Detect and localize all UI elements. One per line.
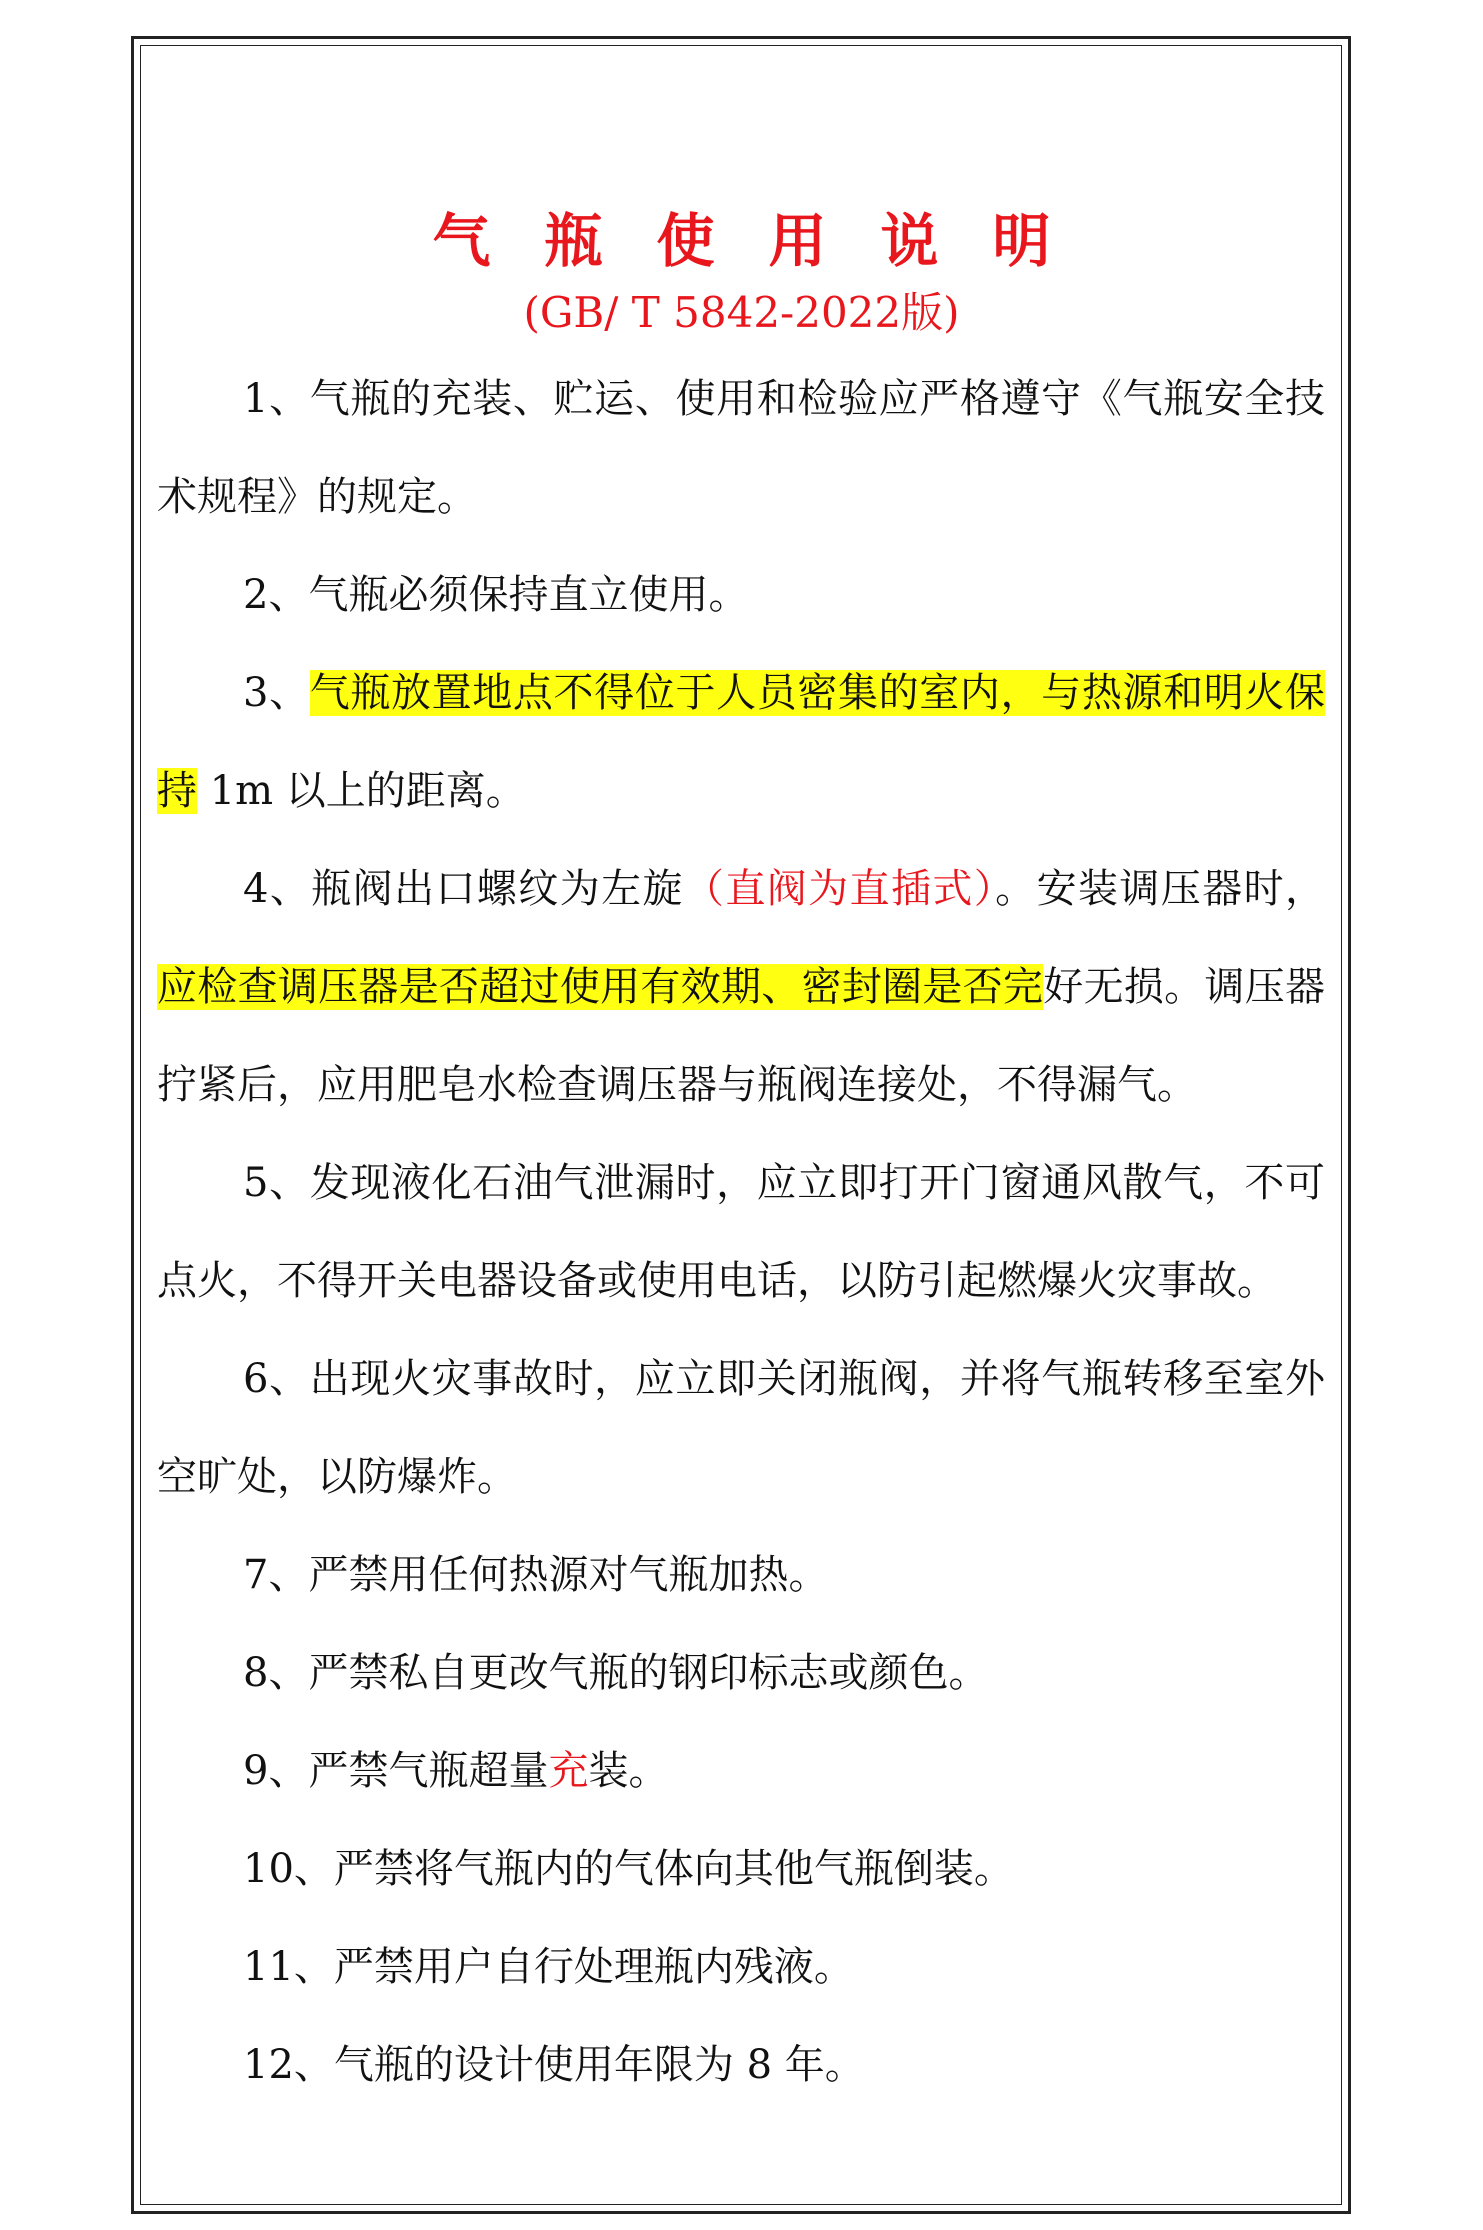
item-text: 9、严禁气瓶超量 [243,1748,549,1794]
item-text: 6、出现火灾事故时，应立即关闭瓶阀，并将气瓶转移至室外空旷处，以防爆炸。 [157,1356,1325,1500]
list-item [157,1722,1325,1820]
list-item [157,1918,1325,2016]
list-item [157,644,1325,840]
list-item [157,546,1325,644]
list-item [157,840,1325,1134]
item-text: 3、 [243,670,310,716]
highlighted-text: 气瓶放置地点不得位于人员密集的室内，与热源和明火保持 [157,670,1326,814]
red-note: 充 [548,1748,589,1794]
item-text: 10、严禁将气瓶内的气体向其他气瓶倒装。 [243,1846,1014,1892]
item-text: 。安装调压器时， [995,866,1326,912]
item-text: 好无损。调压器拧紧后，应用肥皂水检查调压器与瓶阀连接处，不得漏气。 [157,964,1326,1108]
item-text: 5、发现液化石油气泄漏时，应立即打开门窗通风散气，不可点火，不得开关电器设备或使用电话，以防引起燃爆火灾事故。 [157,1160,1325,1304]
list-item [157,350,1325,546]
item-text: 7、严禁用任何热源对气瓶加热。 [243,1552,829,1598]
list-item [157,1134,1325,1330]
item-text: 8、严禁私自更改气瓶的钢印标志或颜色。 [243,1650,989,1696]
item-text: 4、瓶阀出口螺纹为左旋 [243,866,684,912]
instruction-list [157,350,1325,2114]
item-text: 2、气瓶必须保持直立使用。 [243,572,749,618]
red-note: （直阀为直插式） [683,866,996,912]
item-text: 装。 [588,1748,669,1794]
list-item [157,1330,1325,1526]
list-item [157,1820,1325,1918]
list-item [157,1624,1325,1722]
list-item [157,2016,1325,2114]
document-title: 气瓶使用说明 [432,207,1105,275]
item-text: 1、气瓶的充装、贮运、使用和检验应严格遵守《气瓶安全技术规程》的规定。 [157,376,1325,520]
document-subtitle: (GB/ T 5842-2022版) [523,288,960,337]
item-text: 12、气瓶的设计使用年限为 8 年。 [243,2042,865,2088]
highlighted-text: 应检查调压器是否超过使用有效期、密封圈是否完 [157,964,1044,1010]
item-text: 11、严禁用户自行处理瓶内残液。 [243,1944,854,1990]
list-item [157,1526,1325,1624]
item-text: 1m 以上的距离。 [197,768,526,814]
